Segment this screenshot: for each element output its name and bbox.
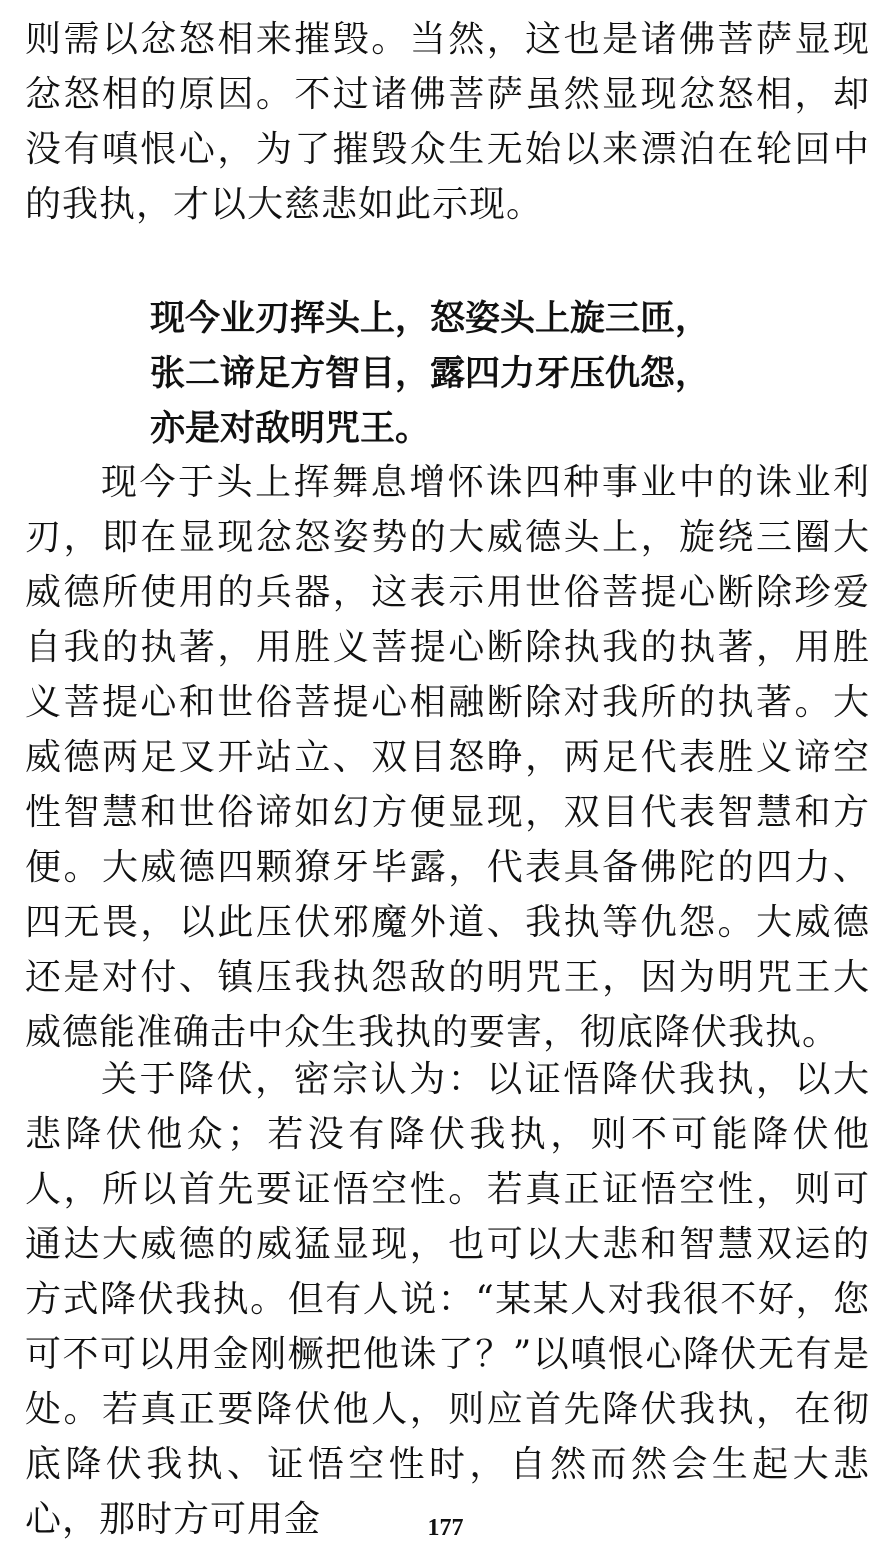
- verse-line-2: 张二谛足方智目，露四力牙压仇怨，: [150, 354, 711, 394]
- page-number: 177: [427, 1515, 464, 1541]
- verse-block: [150, 292, 850, 457]
- paragraph-commentary: 现今于头上挥舞息增怀诛四种事业中的诛业利刃，即在显现忿怒姿势的大威德头上，旋绕三圈大威德所使用的兵器，这表示用世俗菩提心断除珍爱自我的执著，用胜义菩提心断除执我的执著，用胜义菩提心和世俗菩提心相融断除对我所的执著。大威德两足叉开站立、双目怒睁，两足代表胜义谛空性智慧和世俗谛如幻方便显现，双目代表智慧和方便。大威德四颗獠牙毕露，代表具备佛陀的四力、四无畏，以此压伏邪魔外道、我执等仇怨。大威德还是对付、镇压我执怨敌的明咒王，因为明咒王大威德能准确击中众生我执的要害，彻底降伏我执。: [25, 462, 870, 1053]
- paragraph-subjugation: 关于降伏，密宗认为：以证悟降伏我执，以大悲降伏他众；若没有降伏我执，则不可能降伏他人，所以首先要证悟空性。若真正证悟空性，则可通达大威德的威猛显现，也可以大悲和智慧双运的方式降伏我执。但有人说：“某某人对我很不好，您可不可以用金刚橛把他诛了？”以嗔恨心降伏无有是处。若真正要降伏他人，则应首先降伏我执，在彻底降伏我执、证悟空性时，自然而然会生起大悲心，那时方可用金: [25, 1059, 870, 1540]
- paragraph-continued: 则需以忿怒相来摧毁。当然，这也是诸佛菩萨显现忿怒相的原因。不过诸佛菩萨虽然显现忿怒相，却没有嗔恨心，为了摧毁众生无始以来漂泊在轮回中的我执，才以大慈悲如此示现。: [25, 19, 870, 225]
- verse-line-3: 亦是对敌明咒王。: [150, 409, 431, 449]
- verse-line-1: 现今业刃挥头上，怒姿头上旋三匝，: [150, 299, 711, 339]
